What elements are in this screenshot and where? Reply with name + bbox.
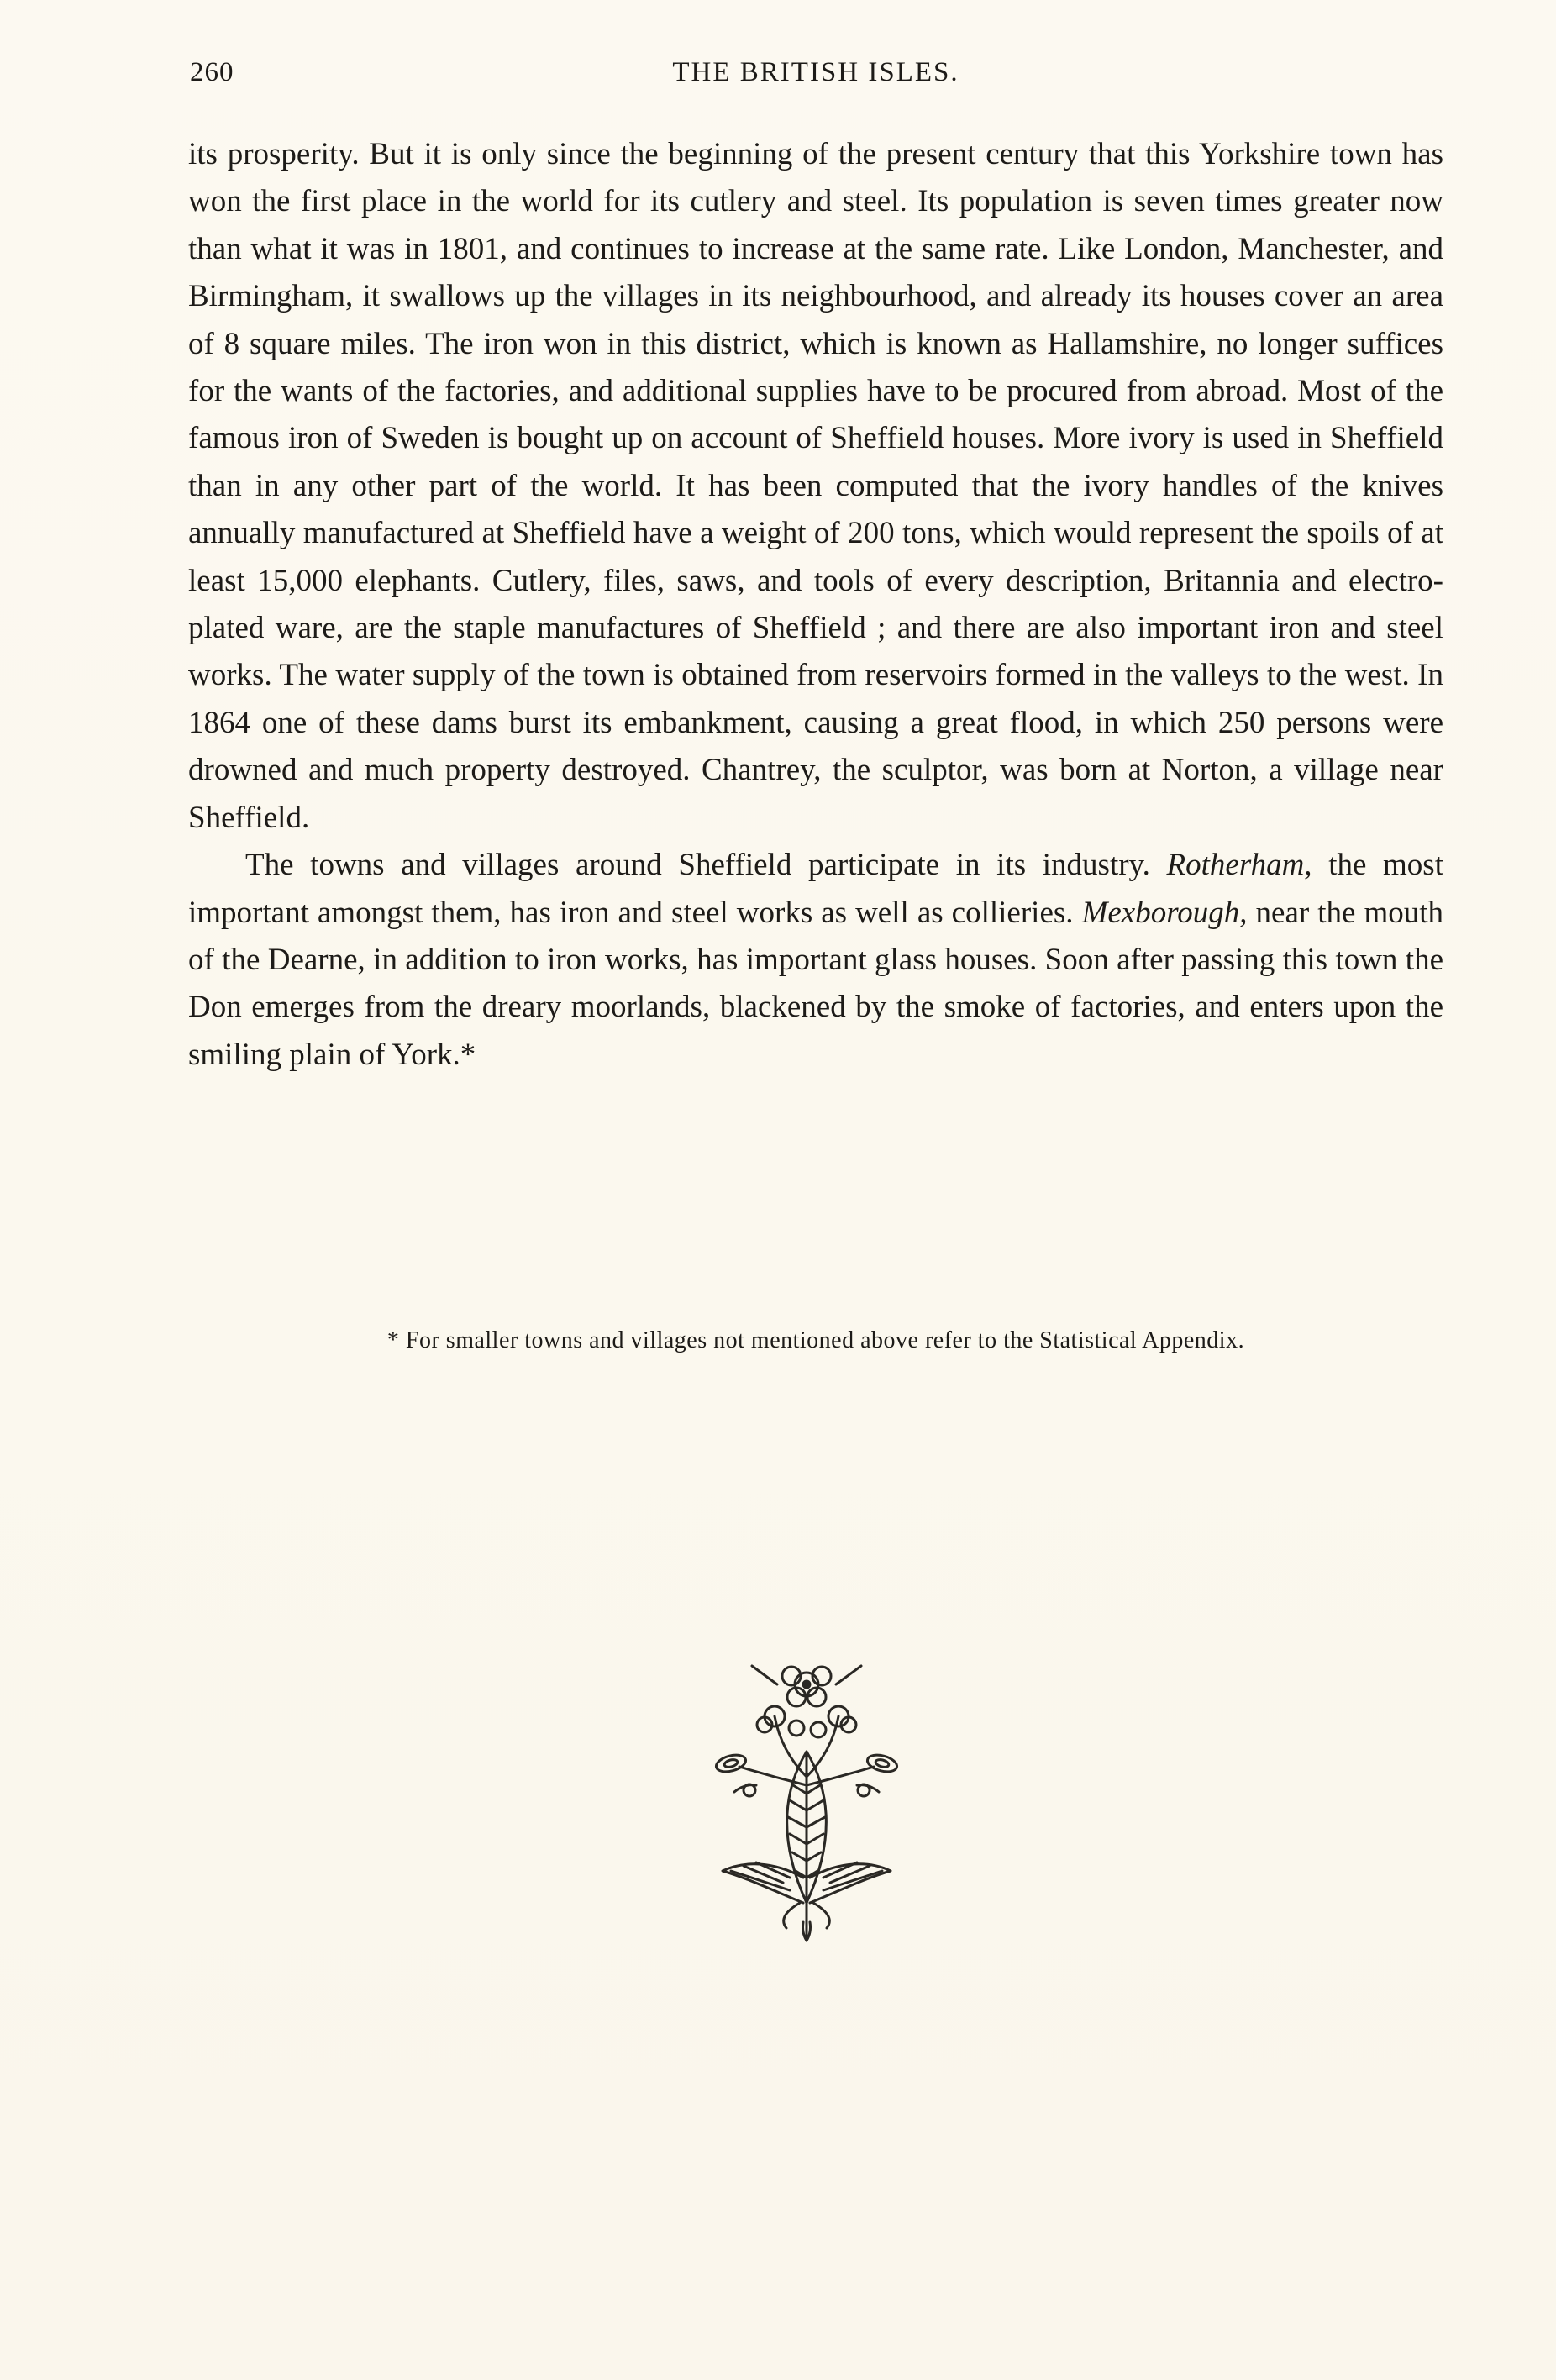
running-title: THE BRITISH ISLES. xyxy=(672,57,959,87)
paragraph-2-mid: the most important amongst them, has iron and steel works as well as collieries. xyxy=(188,848,1443,930)
place-name-rotherham: Rotherham, xyxy=(1166,848,1312,883)
place-name-mexborough: Mexborough, xyxy=(1081,895,1248,930)
paragraph-2-intro: The towns and villages around Sheffield participate in its industry. xyxy=(245,848,1150,883)
running-head xyxy=(190,57,1442,94)
paragraph-2 xyxy=(188,842,1443,1079)
paragraph-1: its prosperity. But it is only since the beginning of the present century that this Yorkshire town has won the first place in the world for its cutlery and steel. Its population is seven times greater now than what it was in 1801, and continues to increase at the same rate. Like London, Manchester, and Birmingham, it swallows up the villages in its neighbourhood, and already its houses cover an area of 8 square miles. The iron won in this district, which is known as Hallamshire, no longer suffices for the wants of the factories, and additional supplies have to be procured from abroad. Most of the famous iron of Sweden is bought up on account of Sheffield houses. More ivory is used in Sheffield than in any other part of the world. It has been computed that the ivory handles of the knives annually manufactured at Sheffield have a weight of 200 tons, which would represent the spoils of at least 15,000 elephants. Cutlery, files, saws, and tools of every description, Britannia and electro-plated ware, are the staple manufactures of Sheffield ; and there are also important iron and steel works. The water supply of the town is obtained from reservoirs formed in the valleys to the west. In 1864 one of these dams burst its embankment, causing a great flood, in which 250 persons were drowned and much property destroyed. Chantrey, the sculptor, was born at Norton, a village near Sheffield. xyxy=(188,137,1443,835)
page-number: 260 xyxy=(190,57,234,87)
body-text xyxy=(188,131,1443,1079)
paragraph-2-end: near the mouth of the Dearne, in addition to iron works, has important glass houses. Soon after passing this town the Don emerges from the dreary moorlands, blackened by the smoke of factories, and enters upon the smiling plain of York.* xyxy=(188,895,1444,1072)
floral-ornament-icon xyxy=(706,1651,907,1953)
footnote: * For smaller towns and villages not mentioned above refer to the Statistical Appendix. xyxy=(386,1327,1245,1353)
